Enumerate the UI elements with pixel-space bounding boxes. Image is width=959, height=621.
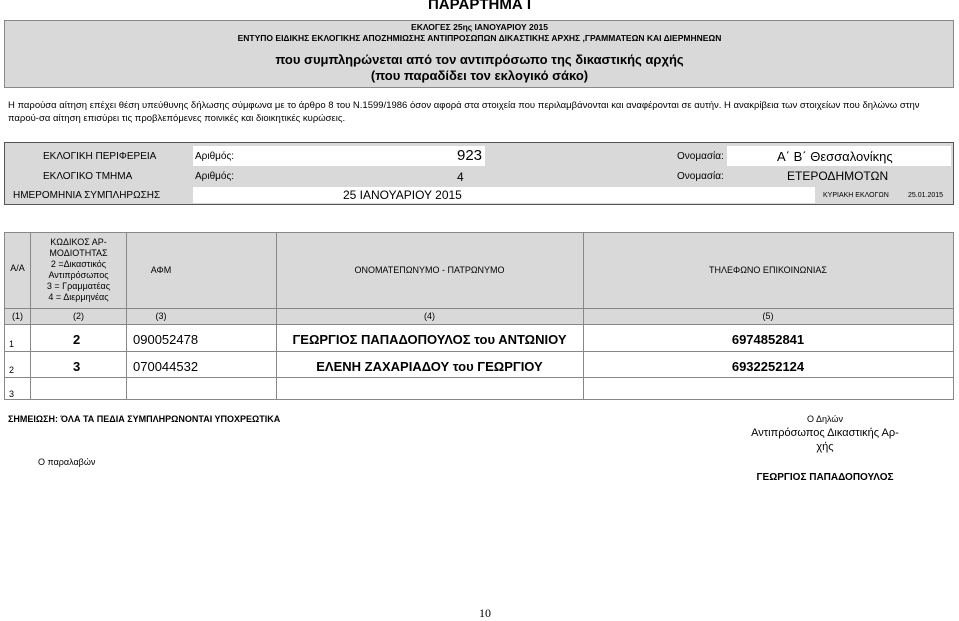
declarant-role-line1: Αντιπρόσωπος Δικαστικής Αρ- — [751, 427, 899, 439]
col-header-code — [31, 237, 126, 303]
declarant-label: Ο Δηλών — [807, 414, 843, 424]
declarant-role-line2: χής — [816, 441, 834, 453]
date-value: 25 ΙΑΝΟΥΑΡΙΟΥ 2015 — [343, 188, 462, 202]
page-number: 10 — [479, 606, 491, 620]
section-name-label: Ονομασία: — [677, 171, 724, 182]
col-number-2: (2) — [73, 311, 84, 321]
region-label: ΕΚΛΟΓΙΚΗ ΠΕΡΙΦΕΡΕΙΑ — [43, 151, 157, 162]
row1-aa: 1 — [9, 339, 15, 349]
page-title: ΠΑΡΑΡΤΗΜΑ Ι — [427, 0, 532, 13]
section-number-label: Αριθμός: — [195, 171, 235, 182]
section-number: 4 — [457, 170, 464, 184]
header-subtitle: που συμπληρώνεται από τον αντιπρόσωπο της δικαστικής αρχής — [275, 52, 684, 67]
receiver-label: Ο παραλαβών — [38, 457, 96, 467]
code-header-line5: 3 = Γραμματέας — [46, 281, 111, 291]
header-form-line: ΕΝΤΥΠΟ ΕΙΔΙΚΗΣ ΕΚΛΟΓΙΚΗΣ ΑΠΟΖΗΜΙΩΣΗΣ ΑΝΤΙΠΡΟΣΩΠΩΝ ΔΙΚΑΣΤΙΚΗΣ ΑΡΧΗΣ ,ΓΡΑΜΜΑΤΕΩΝ ΚΑΙ ΔΙΕΡΜΗΝΕΩΝ — [237, 33, 722, 43]
col-header-name: ΟΝΟΜΑΤΕΠΩΝΥΜΟ - ΠΑΤΡΩΝΥΜΟ — [354, 265, 505, 275]
row2-aa: 2 — [9, 365, 15, 375]
col-number-1: (1) — [12, 311, 23, 321]
row3-aa: 3 — [9, 389, 15, 399]
mandatory-fields-note: ΣΗΜΕΙΩΣΗ: ΌΛΑ ΤΑ ΠΕΔΙΑ ΣΥΜΠΛΗΡΩΝΟΝΤΑΙ ΥΠΟΧΡΕΩΤΙΚΑ — [8, 414, 281, 424]
sunday-value: 25.01.2015 — [908, 192, 944, 199]
region-number: 923 — [457, 147, 483, 164]
code-header-line2: ΜΟΔΙΟΤΗΤΑΣ — [49, 248, 108, 258]
section-label: ΕΚΛΟΓΙΚΟ ΤΜΗΜΑ — [43, 171, 133, 182]
section-name: ΕΤΕΡΟΔΗΜΟΤΩΝ — [787, 169, 889, 183]
col-number-3: (3) — [155, 311, 167, 321]
row1-name: ΓΕΩΡΓΙΟΣ ΠΑΠΑΔΟΠΟΥΛΟΣ του ΑΝΤΩΝΙΟΥ — [292, 332, 567, 347]
legal-note: Η παρούσα αίτηση επέχει θέση υπεύθυνης δήλωσης σύμφωνα με το άρθρο 8 του Ν.1599/1986 όσον αφορά στα στοιχεία που περιλαμβάνονται και αναφέρονται σε αυτήν. Η ανακρίβεια των στοιχείων που δηλώνω στην παρού-σα αίτηση επισύρει τις προβλεπόμενες ποινικές και διοικητικές κυρώσεις. — [8, 100, 920, 124]
region-name-label: Ονομασία: — [677, 151, 724, 162]
region-number-label: Αριθμός: — [195, 151, 235, 162]
col-header-afm: ΑΦΜ — [150, 265, 172, 275]
row1-code: 2 — [73, 332, 81, 347]
region-number-box — [193, 146, 485, 166]
row2-phone: 6932252124 — [731, 359, 805, 374]
region-name: Α΄ Β΄ Θεσσαλονίκης — [777, 149, 893, 164]
row1-phone: 6974852841 — [731, 332, 805, 347]
date-box — [193, 187, 815, 203]
code-header-line3: 2 =Δικαστικός — [50, 259, 107, 269]
data-table — [4, 232, 954, 400]
declarant-name: ΓΕΩΡΓΙΟΣ ΠΑΠΑΔΟΠΟΥΛΟΣ — [756, 472, 894, 483]
election-info-box — [4, 142, 954, 205]
row2-afm: 070044532 — [133, 359, 199, 374]
row2-name: ΕΛΕΝΗ ΖΑΧΑΡΙΑΔΟΥ του ΓΕΩΡΓΙΟΥ — [316, 359, 543, 374]
col-header-aa: Α/Α — [10, 263, 25, 273]
col-number-5: (5) — [762, 311, 774, 321]
col-number-4: (4) — [424, 311, 435, 321]
code-header-line4: Αντιπρόσωπος — [48, 270, 109, 280]
row1-afm: 090052478 — [133, 332, 199, 347]
col-header-phone: ΤΗΛΕΦΩΝΟ ΕΠΙΚΟΙΝΩΝΙΑΣ — [709, 265, 827, 275]
date-label: ΗΜΕΡΟΜΗΝΙΑ ΣΥΜΠΛΗΡΩΣΗΣ — [13, 190, 161, 201]
header-election-line: ΕΚΛΟΓΕΣ 25ης ΙΑΝΟΥΑΡΙΟΥ 2015 — [411, 22, 548, 32]
code-header-line6: 4 = Διερμηνέας — [48, 292, 109, 302]
header-subtitle-note: (που παραδίδει τον εκλογικό σάκο) — [370, 68, 589, 83]
sunday-label: ΚΥΡΙΑΚΗ ΕΚΛΟΓΩΝ — [823, 192, 889, 199]
row2-code: 3 — [73, 359, 81, 374]
code-header-line1: ΚΩΔΙΚΟΣ ΑΡ- — [50, 237, 107, 247]
